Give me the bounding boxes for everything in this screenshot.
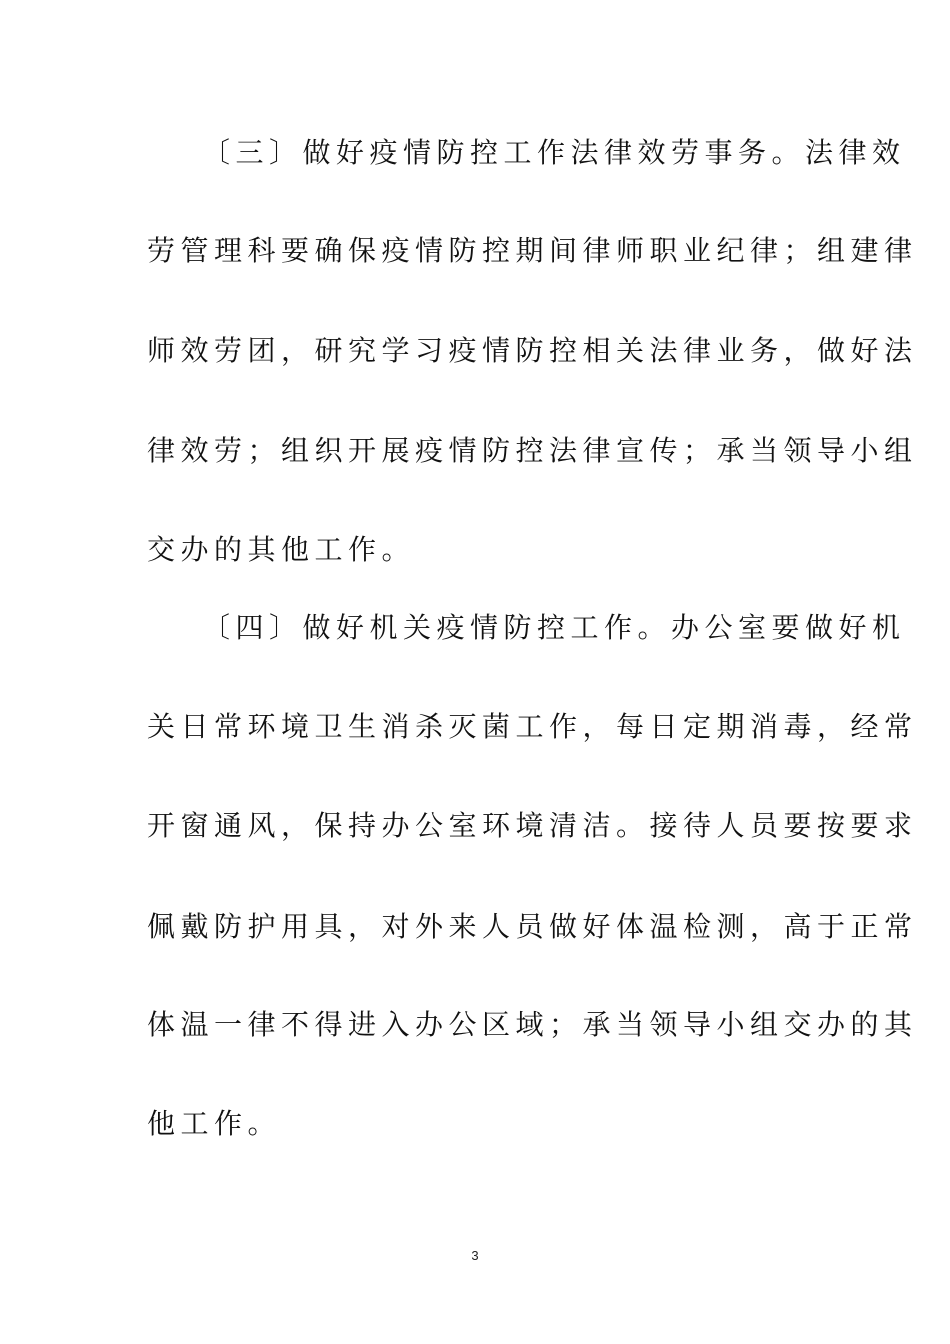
paragraph-4-line-4: 佩戴防护用具，对外来人员做好体温检测，高于正常 bbox=[147, 910, 918, 943]
paragraph-3-line-5: 交办的其他工作。 bbox=[147, 533, 416, 566]
paragraph-3-line-3: 师效劳团，研究学习疫情防控相关法律业务，做好法 bbox=[147, 334, 918, 367]
paragraph-4-line-6: 他工作。 bbox=[147, 1107, 282, 1140]
paragraph-3-line-2: 劳管理科要确保疫情防控期间律师职业纪律；组建律 bbox=[147, 234, 918, 267]
paragraph-3-line-4: 律效劳；组织开展疫情防控法律宣传；承当领导小组 bbox=[147, 434, 918, 467]
page-number: 3 bbox=[471, 1248, 479, 1263]
paragraph-4-line-5: 体温一律不得进入办公区域；承当领导小组交办的其 bbox=[147, 1008, 918, 1041]
paragraph-4-line-1: 〔四〕做好机关疫情防控工作。办公室要做好机 bbox=[202, 611, 906, 644]
paragraph-4-line-2: 关日常环境卫生消杀灭菌工作，每日定期消毒，经常 bbox=[147, 710, 918, 743]
paragraph-3-line-1: 〔三〕做好疫情防控工作法律效劳事务。法律效 bbox=[202, 136, 906, 169]
paragraph-4-line-3: 开窗通风，保持办公室环境清洁。接待人员要按要求 bbox=[147, 809, 918, 842]
